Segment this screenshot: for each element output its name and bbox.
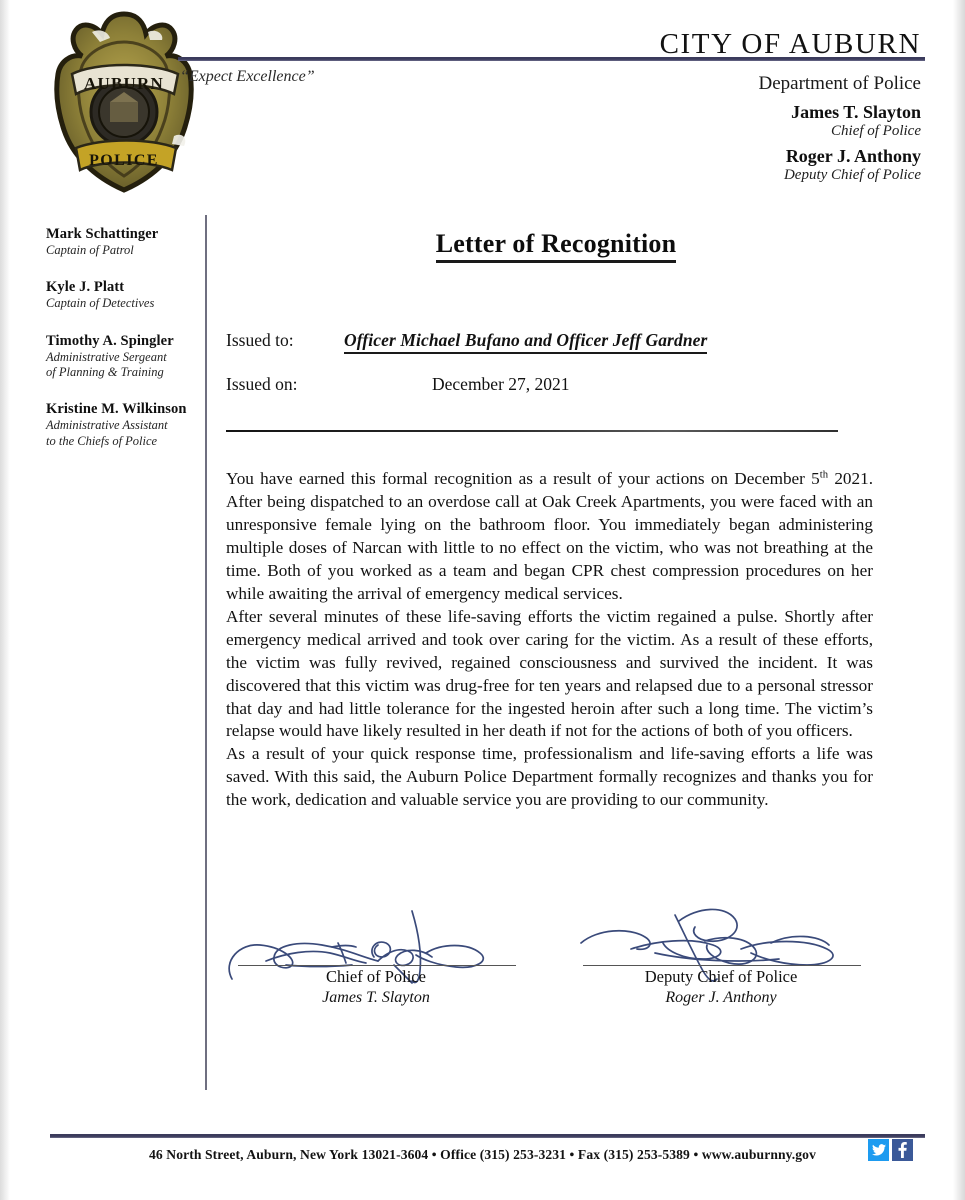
page-title: [226, 229, 886, 262]
ordinal-superscript: th: [819, 469, 829, 481]
staff-entry: [46, 279, 196, 311]
signature-title: Chief of Police: [326, 967, 426, 986]
staff-role-line: of Planning & Training: [46, 365, 164, 380]
auburn-police-badge-icon: [48, 8, 200, 194]
svg-text:AUBURN: AUBURN: [84, 74, 164, 93]
staff-role-line: to the Chiefs of Police: [46, 433, 158, 448]
official-deputy-chief: [784, 146, 921, 184]
staff-name: Mark Schattinger: [46, 226, 159, 242]
signature-block: [226, 905, 886, 1025]
footer-divider-rule: [50, 1134, 925, 1138]
issued-on-row: [226, 374, 886, 395]
issued-on-label: Issued on:: [226, 374, 298, 394]
department-name: Department of Police: [758, 73, 921, 94]
svg-text:POLICE: POLICE: [89, 152, 159, 169]
signature-name: Roger J. Anthony: [665, 989, 777, 1006]
facebook-icon[interactable]: [892, 1139, 913, 1161]
paragraph-2: After several minutes of these life-saving efforts the victim regained a pulse. Shortly after emergency medical arrived and took over caring for the victim. As a result of these efforts, the victim was fully revived, regained consciousness and survived the incident. It was discovered that this victim was drug-free for ten years and relapsed due to a personal stressor that day and had little tolerance for the ingested heroin after such a long time. The victim’s relapse would have likely resulted in her death if not for the actions of both of you officers.: [226, 606, 873, 741]
paragraph-1-before-sup: You have earned this formal recognition as a result of your actions on December 5: [226, 469, 820, 488]
letter-main-content: [226, 215, 886, 812]
staff-role-line: Administrative Sergeant: [46, 349, 167, 364]
section-divider-rule: [226, 430, 838, 432]
official-role: Chief of Police: [831, 122, 921, 139]
staff-entry: [46, 333, 196, 381]
footer-contact-text: 46 North Street, Auburn, New York 13021-3604 • Office (315) 253-3231 • Fax (315) 253-5389 • www.auburnny.gov: [149, 1147, 816, 1162]
staff-name: Kyle J. Platt: [46, 279, 125, 296]
letter-body: [226, 468, 873, 812]
staff-name: Kristine M. Wilkinson: [46, 401, 187, 418]
staff-role-line: Captain of Patrol: [46, 243, 134, 258]
letterhead-header: [0, 0, 965, 200]
issued-to-row: [226, 330, 886, 354]
signature-name: James T. Slayton: [322, 989, 430, 1006]
official-name: James T. Slayton: [791, 102, 921, 122]
sidebar-vertical-divider: [205, 215, 207, 1090]
paragraph-3: As a result of your quick response time, professionalism and life-saving efforts a life was saved. With this said, the Auburn Police Department formally recognizes and thanks you for the work, dedication and valuable service you are providing to our community.: [226, 744, 873, 810]
social-links: [868, 1139, 913, 1161]
staff-sidebar: [46, 226, 196, 470]
official-chief: [791, 102, 921, 140]
issued-to-label: Issued to:: [226, 330, 294, 350]
signature-line: [238, 965, 516, 966]
official-name: Roger J. Anthony: [785, 146, 921, 166]
page-title-text: Letter of Recognition: [436, 229, 677, 263]
signature-line: [583, 965, 861, 966]
signature-title: Deputy Chief of Police: [644, 967, 798, 986]
twitter-icon[interactable]: [868, 1139, 889, 1161]
staff-role-line: Administrative Assistant: [46, 418, 168, 433]
staff-role-line: Captain of Detectives: [46, 296, 155, 311]
staff-name: Timothy A. Spingler: [46, 332, 174, 349]
staff-entry: [46, 401, 196, 449]
city-title: CITY OF AUBURN: [659, 28, 921, 60]
department-motto: “Expect Excellence”: [180, 68, 315, 85]
paragraph-1-after-sup: 2021. After being dispatched to an overdose call at Oak Creek Apartments, you were faced with an unresponsive female lying on the bathroom floor. You immediately began administering multiple doses of Narcan with little to no effect on the victim, who was not breathing at the time. Both of you worked as a team and began CPR chest compression procedures on her while awaiting the arrival of emergency medical services.: [226, 469, 873, 603]
staff-entry: [46, 226, 196, 258]
official-role: Deputy Chief of Police: [783, 166, 921, 183]
issued-on-value: December 27, 2021: [432, 374, 570, 394]
paragraph-1: [226, 468, 873, 606]
issued-to-value: Officer Michael Bufano and Officer Jeff Gardner: [344, 330, 707, 354]
